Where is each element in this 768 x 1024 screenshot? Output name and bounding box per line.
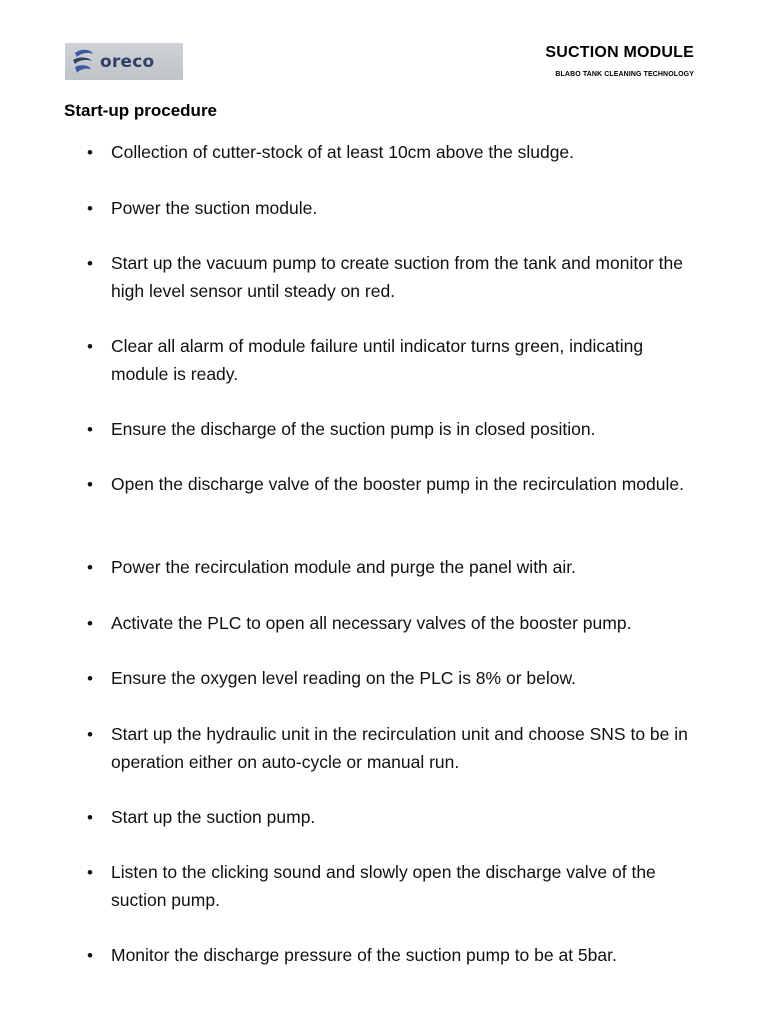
procedure-step-text: Monitor the discharge pressure of the suction pump to be at 5bar. (111, 945, 617, 965)
procedure-step-text: Power the recirculation module and purge the panel with air. (111, 557, 576, 577)
bullet-icon: • (87, 614, 93, 633)
bullet-icon: • (87, 199, 93, 218)
procedure-step (87, 139, 697, 167)
procedure-step-text: Activate the PLC to open all necessary valves of the booster pump. (111, 613, 632, 633)
procedure-step (87, 416, 697, 444)
procedure-step-text: Listen to the clicking sound and slowly open the discharge valve of the suction pump. (111, 862, 656, 910)
procedure-step (87, 333, 697, 388)
bullet-icon: • (87, 863, 93, 882)
bullet-icon: • (87, 808, 93, 827)
procedure-step-text: Clear all alarm of module failure until indicator turns green, indicating module is ready. (111, 336, 644, 384)
procedure-step (87, 471, 697, 499)
procedure-step (87, 721, 697, 776)
procedure-step-text: Ensure the discharge of the suction pump is in closed position. (111, 419, 596, 439)
bullet-icon: • (87, 337, 93, 356)
bullet-icon: • (87, 420, 93, 439)
bullet-icon: • (87, 475, 93, 494)
procedure-step-text: Ensure the oxygen level reading on the PLC is 8% or below. (111, 668, 577, 688)
procedure-step (87, 665, 697, 693)
procedure-step (87, 942, 697, 970)
procedure-step (87, 610, 697, 638)
procedure-step-text: Start up the hydraulic unit in the recirculation unit and choose SNS to be in operation either on auto-cycle or manual run. (111, 724, 688, 772)
logo-wordmark: oreco (100, 51, 155, 72)
company-logo (65, 43, 183, 80)
procedure-step (87, 250, 697, 305)
procedure-step-text: Start up the vacuum pump to create suction from the tank and monitor the high level sensor until steady on red. (111, 253, 683, 301)
section-heading: Start-up procedure (64, 101, 218, 120)
bullet-icon: • (87, 725, 93, 744)
procedure-step-text: Open the discharge valve of the booster pump in the recirculation module. (111, 474, 684, 494)
bullet-icon: • (87, 254, 93, 273)
procedure-step (87, 554, 697, 582)
oreco-logo-icon (69, 47, 97, 77)
procedure-step (87, 859, 697, 914)
procedure-step-text: Collection of cutter-stock of at least 10cm above the sludge. (111, 142, 575, 162)
bullet-icon: • (87, 669, 93, 688)
procedure-step-text: Power the suction module. (111, 198, 318, 218)
procedure-step (87, 804, 697, 832)
bullet-icon: • (87, 946, 93, 965)
bullet-icon: • (87, 143, 93, 162)
document-title: SUCTION MODULE (545, 44, 694, 61)
procedure-step-text: Start up the suction pump. (111, 807, 316, 827)
bullet-icon: • (87, 558, 93, 577)
procedure-step (87, 195, 697, 223)
document-subtitle: BLABO TANK CLEANING TECHNOLOGY (555, 71, 694, 78)
